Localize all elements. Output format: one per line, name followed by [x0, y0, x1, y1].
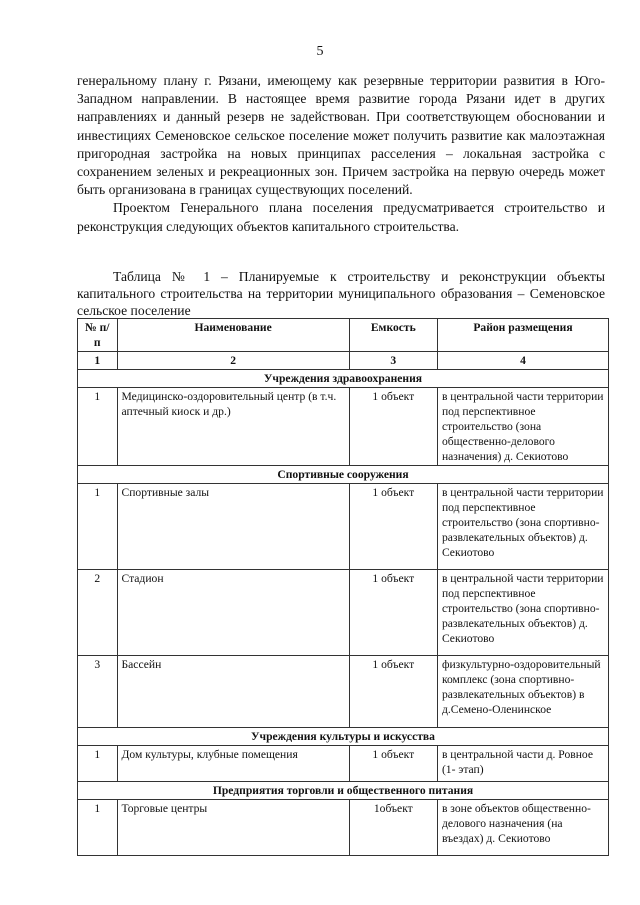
row-location: в зоне объектов общественно-делового назначения (на въездах) д. Секиотово: [437, 800, 608, 856]
paragraph-1: генеральному плану г. Рязани, имеющему как резервные территории развития в Юго-Западном направлении. В настоящее время развитие города Рязани идет в других направлениях и данный резерв не задействован. При соответствующем обосновании и инвестициях Семеновское сельское поселение может получить развитие как малоэтажная пригородная застройка на новых принципах расселения – локальная застройка с сохранением зеленых и рекреационных зон. Причем застройка на первую очередь может быть организована в границах существующих поселений.: [77, 73, 605, 198]
table-index-row: [78, 352, 609, 370]
section-title: Учреждения культуры и искусства: [78, 728, 609, 746]
row-name: Торговые центры: [117, 800, 349, 856]
row-capacity: 1 объект: [349, 484, 437, 570]
row-capacity: 1 объект: [349, 570, 437, 656]
row-name: Бассейн: [117, 656, 349, 728]
index-cell: 2: [117, 352, 349, 370]
header-name: Наименование: [117, 319, 349, 352]
row-capacity: 1объект: [349, 800, 437, 856]
objects-table: [77, 318, 609, 856]
header-capacity: Емкость: [349, 319, 437, 352]
header-location: Район размещения: [437, 319, 608, 352]
table-header-row: [78, 319, 609, 352]
index-cell: 3: [349, 352, 437, 370]
row-name: Спортивные залы: [117, 484, 349, 570]
section-title: Учреждения здравоохранения: [78, 370, 609, 388]
table-row: [78, 388, 609, 466]
table-row: [78, 570, 609, 656]
row-number: 1: [78, 484, 118, 570]
table-caption: [77, 268, 605, 319]
row-number: 2: [78, 570, 118, 656]
row-number: 1: [78, 388, 118, 466]
index-cell: 4: [437, 352, 608, 370]
row-location: в центральной части д. Ровное (1- этап): [437, 746, 608, 782]
table-row: [78, 746, 609, 782]
section-header-sports: [78, 466, 609, 484]
body-text: [77, 72, 605, 236]
index-cell: 1: [78, 352, 118, 370]
row-location: в центральной части территории под перспективное строительство (зона спортивно-развлекательных объектов) д. Секиотово: [437, 484, 608, 570]
row-capacity: 1 объект: [349, 388, 437, 466]
paragraph-2: Проектом Генерального плана поселения предусматривается строительство и реконструкция следующих объектов капитального строительства.: [77, 200, 605, 234]
section-title: Предприятия торговли и общественного питания: [78, 782, 609, 800]
section-header-trade: [78, 782, 609, 800]
row-name: Медицинско-оздоровительный центр (в т.ч. аптечный киоск и др.): [117, 388, 349, 466]
row-location: в центральной части территории под перспективное строительство (зона общественно-делового назначения) д. Секиотово: [437, 388, 608, 466]
row-number: 3: [78, 656, 118, 728]
table-caption-text: Таблица № 1 – Планируемые к строительству и реконструкции объекты капитального строительства на территории муниципального образования – Семеновское сельское поселение: [77, 269, 605, 318]
row-capacity: 1 объект: [349, 656, 437, 728]
row-location: в центральной части территории под перспективное строительство (зона спортивно-развлекательных объектов) д. Секиотово: [437, 570, 608, 656]
row-location: физкультурно-оздоровительный комплекс (зона спортивно-развлекательных объектов) в д.Семено-Оленинское: [437, 656, 608, 728]
page-number: 5: [316, 44, 324, 59]
row-number: 1: [78, 746, 118, 782]
section-header-healthcare: [78, 370, 609, 388]
row-number: 1: [78, 800, 118, 856]
table-row: [78, 484, 609, 570]
section-title: Спортивные сооружения: [78, 466, 609, 484]
row-name: Дом культуры, клубные помещения: [117, 746, 349, 782]
header-number: № п/п: [78, 319, 118, 352]
row-capacity: 1 объект: [349, 746, 437, 782]
table-row: [78, 800, 609, 856]
table-row: [78, 656, 609, 728]
section-header-culture: [78, 728, 609, 746]
row-name: Стадион: [117, 570, 349, 656]
